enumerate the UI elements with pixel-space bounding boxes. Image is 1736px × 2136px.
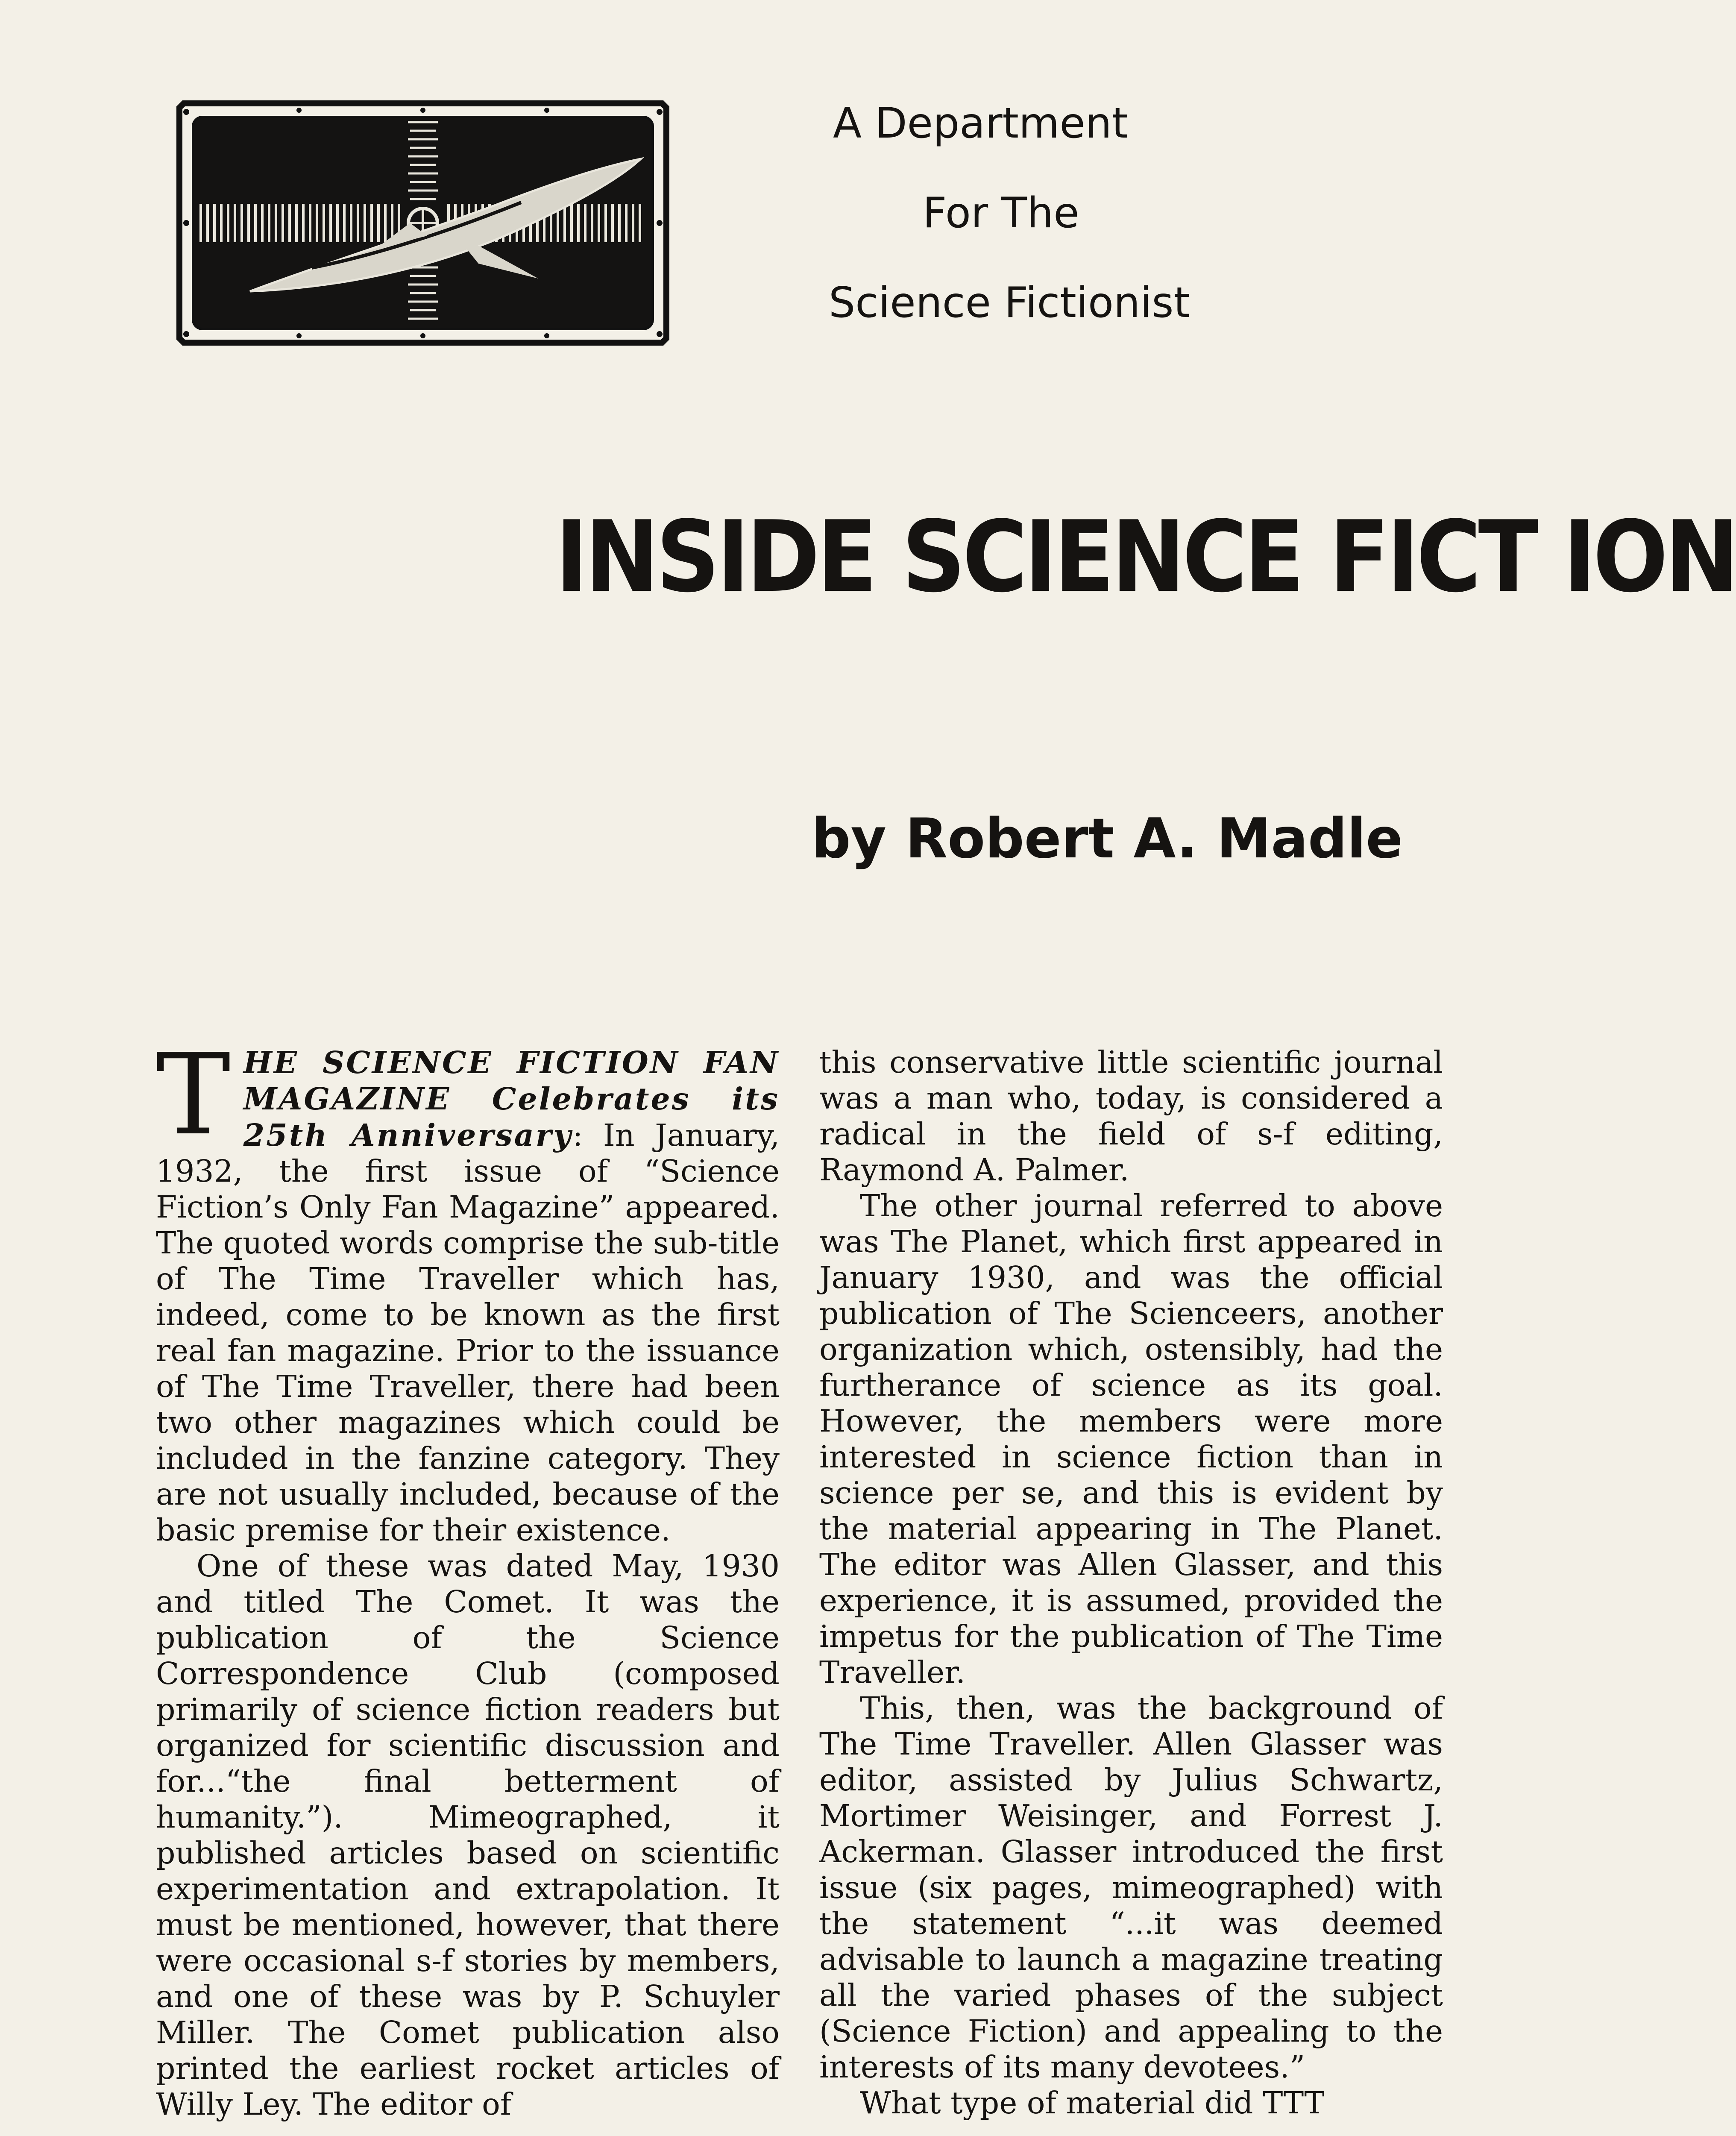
article-lead-in: HE SCIENCE FICTION FAN MAGAZINE Celebrates its 25th Anniversary [243, 1045, 780, 1153]
paragraph-text: : In January, 1932, the first issue of “Science Fiction’s Only Fan Magazine” appeared. The quoted words comprise the sub-title of The Time Traveller which has, indeed, come to be known as the first real fan magazine. Prior to the issuance of The Time Traveller, there had been two other magazines which could be included in the fanzine category. They are not usually included, because of the basic premise for their existence. [156, 1118, 780, 1548]
paragraph: What type of material did TTT [860, 2085, 1325, 2121]
paragraph: The other journal referred to above was The Planet, which first appeared in January 1930, and was the official publication of The Scienceers, another organization which, ostensibly, had the furtherance of science as its goal. However, the members were more interested in science fiction than in science per se, and this is evident by the material appearing in The Planet. The editor was Allen Glasser, and this experience, it is assumed, provided the impetus for the publication of The Time Traveller. [819, 1188, 1443, 1690]
article-byline: by Robert A. Madle [812, 807, 1403, 871]
rocket-ship-emblem-icon [171, 95, 675, 351]
paragraph: This, then, was the background of The Time Traveller. Allen Glasser was editor, assisted by Julius Schwartz, Mortimer Weisinger, and Forrest J. Ackerman. Glasser introduced the first issue (six pages, mimeographed) with the statement “...it was deemed advisable to launch a magazine treating all the varied phases of the subject (Science Fiction) and appealing to the interests of its many devotees.” [819, 1690, 1443, 2085]
department-line-3: Science Fictionist [829, 279, 1190, 327]
drop-cap: T [156, 1030, 231, 1160]
department-line-1: A Department [833, 99, 1129, 148]
department-line-2: For The [923, 189, 1079, 238]
paragraph: One of these was dated May, 1930 and titled The Comet. It was the publication of the Science Correspondence Club (composed primarily of science fiction readers but organized for scientific discussion and for...“the final betterment of humanity.”). Mimeographed, it published articles based on scientific experimentation and extrapolation. It must be mentioned, however, that there were occasional s-f stories by members, and one of these was by P. Schuyler Miller. The Comet publication also printed the earliest rocket articles of Willy Ley. The editor of [156, 1548, 780, 2122]
paragraph: this conservative little scientific journal was a man who, today, is considered a radical in the field of s-f editing, Raymond A. Palmer. [819, 1045, 1443, 1188]
article-column-right [819, 1045, 1443, 2121]
article-title: INSIDE SCIENCE FICT ION [555, 500, 1736, 614]
article-column-left [156, 1030, 780, 2122]
paragraph [156, 1030, 780, 1548]
